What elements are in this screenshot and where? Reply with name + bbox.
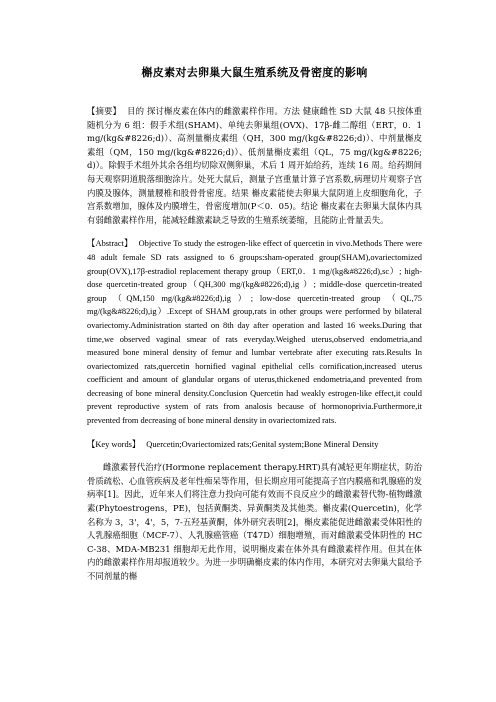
abstract-en-label: 【Abstract】 [87, 239, 133, 249]
intro-paragraph: 雌激素替代治疗(Hormone replacement therapy.HRT)具有减轻更年期症状，防治骨质疏松、心血管疾病及老年性痴呆等作用，但长期应用可能提高子宫内膜癌和乳腺癌的发病率[1]。因此，近年来人们将注意力投向可能有效而不良反应少的雌激素替代物-植物雌激素(Phytoestrogens，PE)，包括黄酮类、异黄酮类及其他类。槲皮素(Quercetin)，化学名称为 3，3'，4'，5，7-五羟基黄酮，体外研究表明[2]，槲皮素能促进雌激素受体阳性的人乳腺癌细胞（MCF-7）、人乳腺癌管癌（T47D）细胞增殖，而对雌激素受体阴性的 HCC-38、MDA-MB231 细胞却无此作用，说明槲皮素在体外具有雌激素样作用。但其在体内的雌激素样作用却报道较少。为进一步明确槲皮素的体内作用，本研究对去卵巢大鼠给予不同剂量的槲 [87, 462, 422, 581]
keywords-en-text: Quercetin;Ovariectomized rats;Genital system;Bone Mineral Density [146, 439, 379, 449]
abstract-en-text: Objective To study the estrogen-like effect of quercetin in vivo.Methods There were 48 adult female SD rats assigned to 6 groups:sham-operated group(SHAM),ovariectomized group(OVX),17β-estradiol replacement therapy group（ERT,0．1 mg/(kg&#8226;d),sc）; high-dose quercetin-treated group（QH,300 mg/(kg&#8226;d),ig ）; middle-dose quercetin-treated group （QM,150 mg/(kg&#8226;d),ig ）; low-dose quercetin-treated group （QL,75 mg/(kg&#8226;d),ig）.Except of SHAM group,rats in other groups were performed by bilateral ovariectomy.Administration started on 8th day after operation and lasted 16 weeks.During that time,we observed vaginal smear of rats everyday.Weighed uterus,observed endometria,and measured bone mineral density of femur and lumbar vertebrate after executing rats.Results In ovariectomized rats,quercetin hornified vaginal epithelial cells cornification,increased uterus coefficient and amount of glandular organs of uterus,thickened endometria,and prevented from decreasing of bone mineral density.Conclusion Quercetin had weakly estrogen-like effect,it could prevent reproductive system of rats from analosis because of hormonoprivia.Furthermore,it prevented from decreasing of bone mineral density in ovariectomized rats. [87, 239, 422, 426]
paper-title: 槲皮素对去卵巢大鼠生殖系统及骨密度的影响 [141, 66, 368, 79]
abstract-en [87, 237, 422, 427]
keywords-en-label: 【Key words】 [87, 439, 141, 449]
abstract-cn-label: 【摘要】 [87, 106, 122, 116]
abstract-cn [87, 105, 422, 227]
abstract-cn-text: 目的 探讨槲皮素在体内的雌激素样作用。方法 健康雌性 SD 大鼠 48 只按体重随机分为 6 组：假手术组(SHAM)、单纯去卵巢组(OVX)、17β-雌二醇组（ERT，0．1 mg/(kg&#8226;d)）、高剂量槲皮素组（QH，300 mg/(kg&#8226;d)）、中剂量槲皮素组（QM，150 mg/(kg&#8226;d)）、低剂量槲皮素组（QL，75 mg/(kg&#8226;d)）。除假手术组外其余各组均切除双侧卵巢，术后 1 周开始给药，连续 16 周。给药期间每天观察阴道脱落细胞涂片。处死大鼠后，测量子宫重量计算子宫系数,病理切片观察子宫内膜及腺体，测量腰椎和股骨骨密度。结果 槲皮素能使去卵巢大鼠阴道上皮细胞角化，子宫系数增加，腺体及内膜增生，骨密度增加(P＜0．05)。结论 槲皮素在去卵巢大鼠体内具有弱雌激素样作用，能减轻雌激素缺乏导致的生殖系统萎缩，且能防止骨量丢失。 [87, 106, 422, 225]
keywords-en [87, 438, 422, 452]
